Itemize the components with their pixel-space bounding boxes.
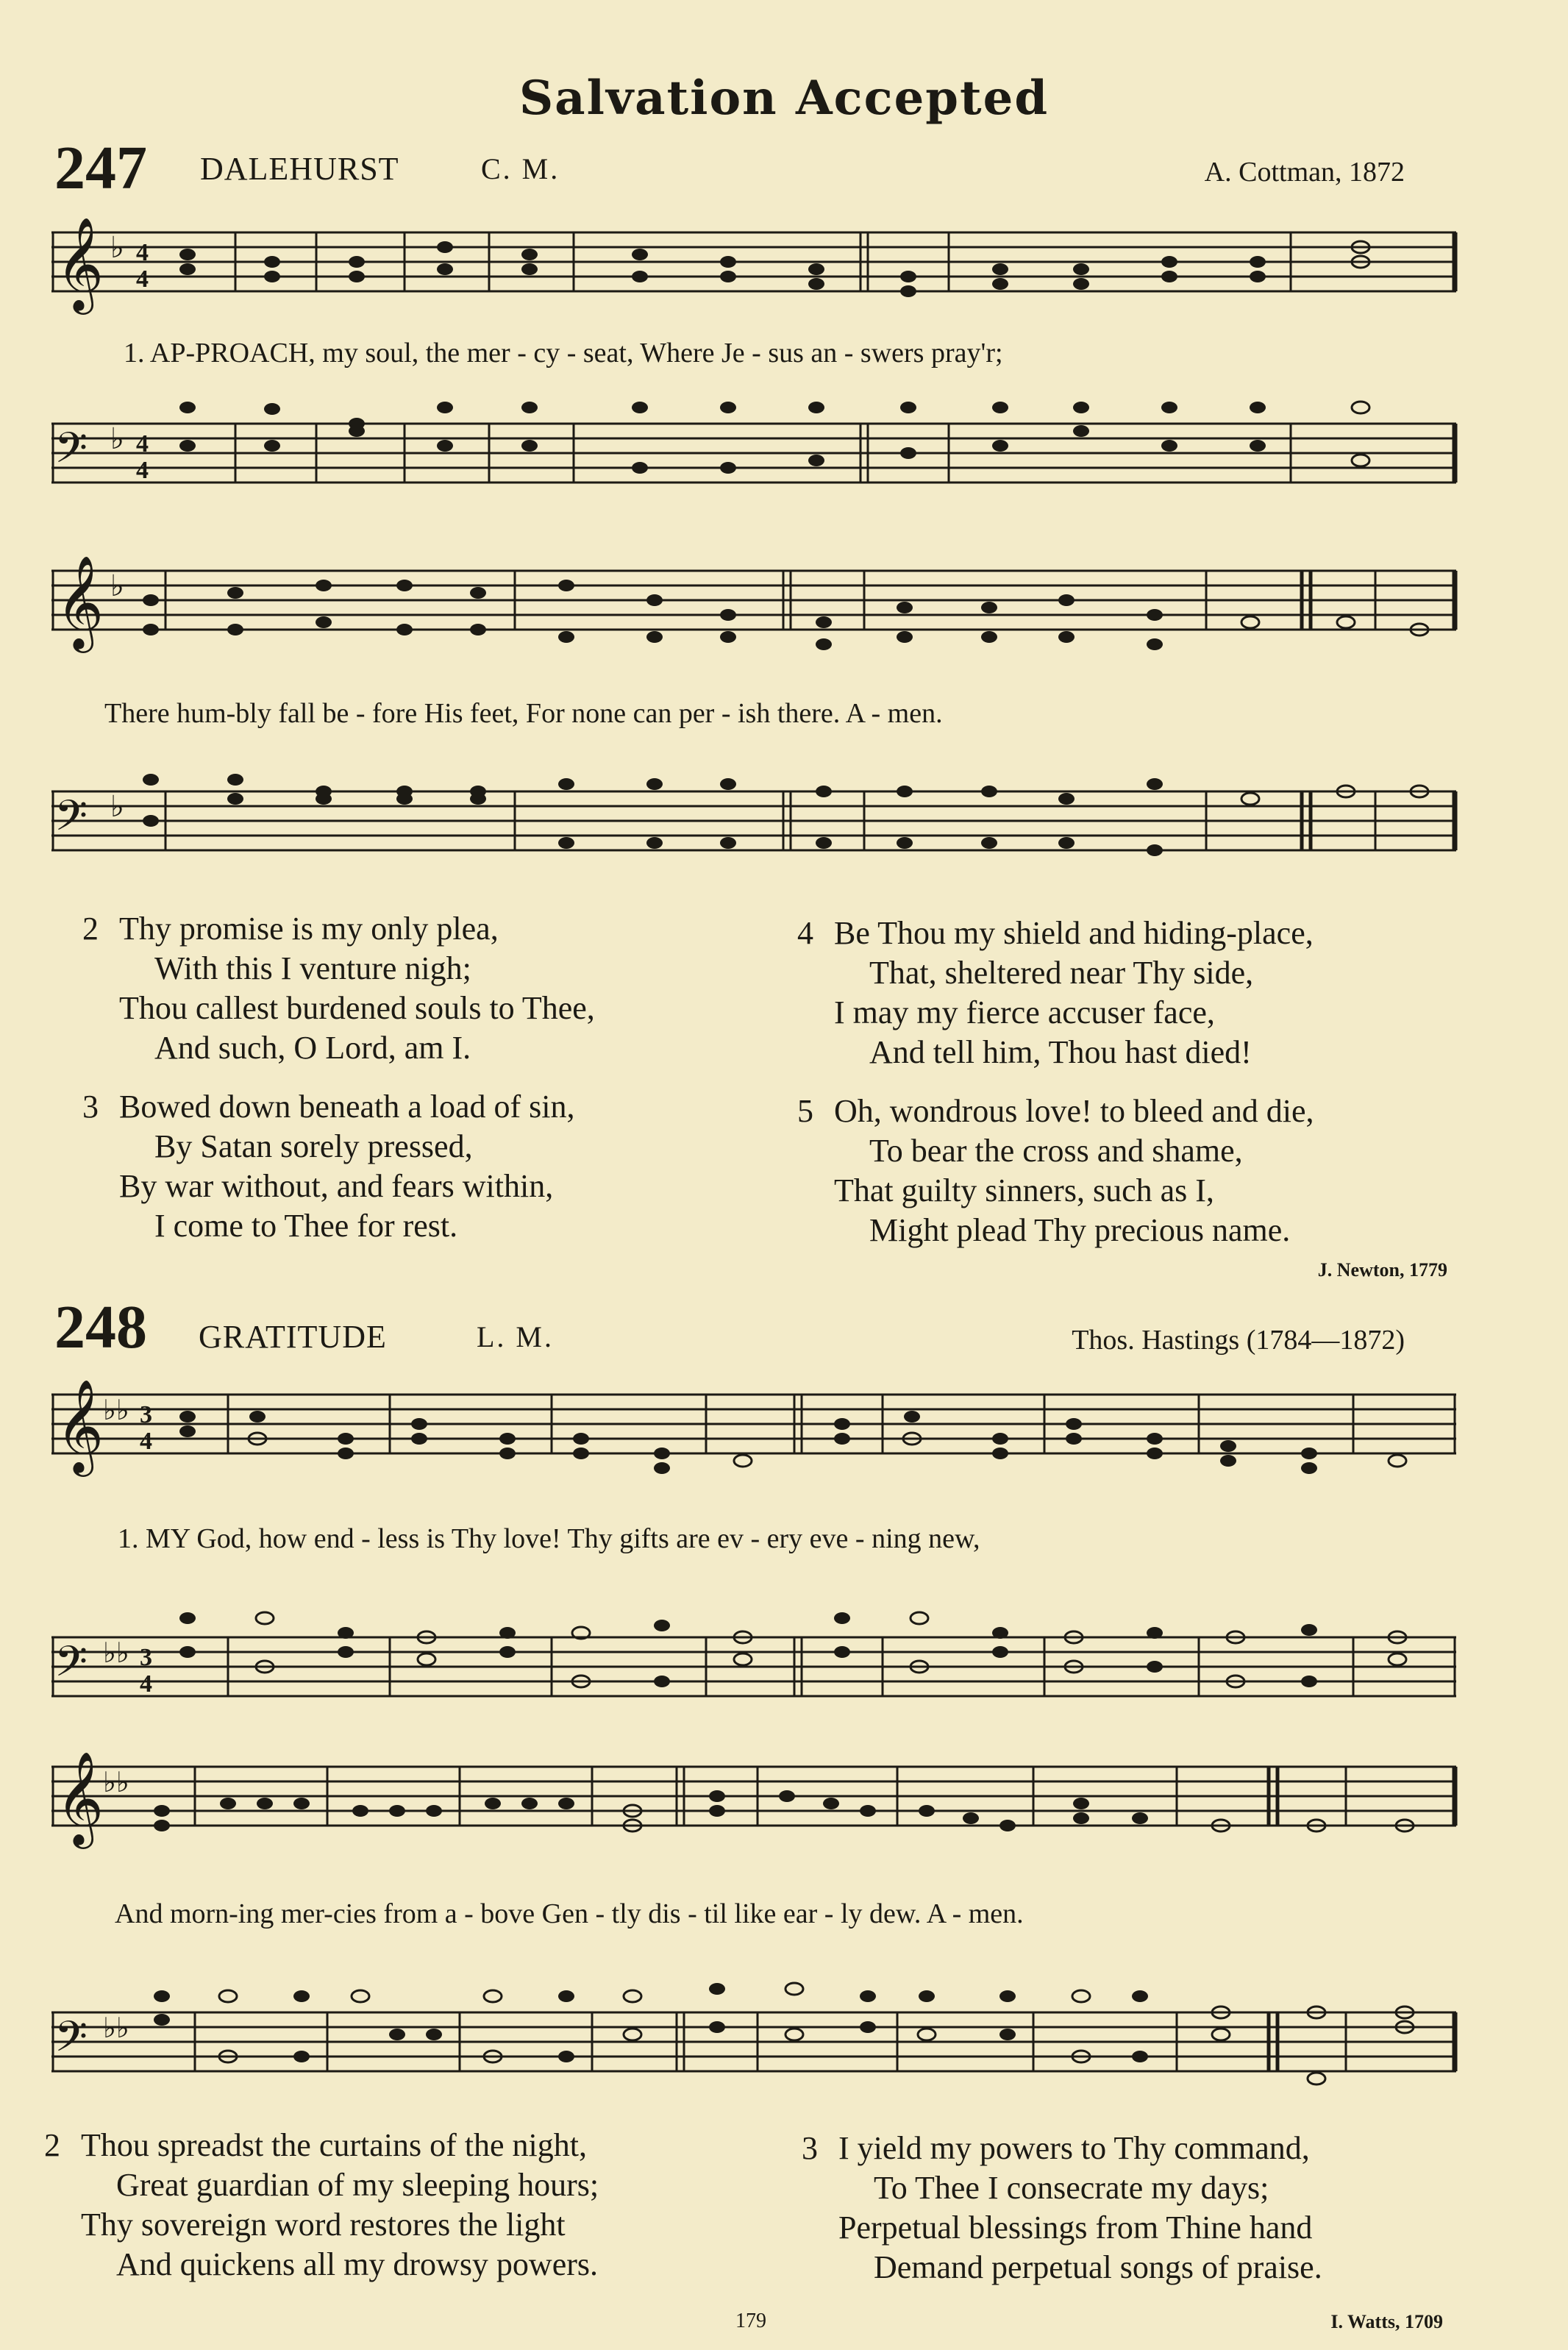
svg-text:𝄞: 𝄞 [56, 1378, 104, 1473]
stanza-number: 5 [797, 1093, 813, 1129]
svg-text:♭: ♭ [110, 569, 124, 603]
page-number: 179 [735, 2310, 766, 2332]
stanza-line: Oh, wondrous love! to bleed and die, [834, 1093, 1314, 1129]
svg-text:𝄞: 𝄞 [56, 216, 104, 310]
meter: L. M. [477, 1320, 554, 1353]
stanza-line: I come to Thee for rest. [154, 1208, 458, 1244]
svg-text:𝄢: 𝄢 [54, 791, 88, 851]
svg-text:3: 3 [140, 1401, 152, 1428]
stanza [802, 2129, 1322, 2287]
stanza-number: 3 [802, 2130, 818, 2166]
stanza-number: 2 [44, 2127, 60, 2163]
tune-name: GRATITUDE [199, 1319, 387, 1355]
stanza-line: By Satan sorely pressed, [154, 1128, 473, 1164]
hymn-number: 247 [54, 134, 147, 202]
stanza-line: Thy sovereign word restores the light [81, 2207, 566, 2243]
stanza [82, 909, 595, 1068]
svg-text:4: 4 [140, 1428, 152, 1455]
stanza-line: Demand perpetual songs of praise. [874, 2249, 1322, 2285]
svg-text:♭: ♭ [110, 789, 124, 824]
lyrics-line: 1. MY God, how end - less is Thy love! Thy gifts are ev - ery eve - ning new, [118, 1523, 980, 1554]
author-credit: I. Watts, 1709 [1330, 2311, 1443, 2332]
music-staff-treble [51, 216, 1464, 316]
tune-name: DALEHURST [200, 151, 399, 187]
svg-text:4: 4 [136, 266, 149, 293]
composer-credit: Thos. Hastings (1784—1872) [1072, 1325, 1405, 1356]
stanza-number: 3 [82, 1089, 99, 1125]
stanza-line: Thou spreadst the curtains of the night, [81, 2127, 587, 2163]
music-staff-treble [51, 555, 1464, 655]
music-staff-bass [51, 1626, 1464, 1721]
stanza-line: And tell him, Thou hast died! [869, 1034, 1252, 1070]
stanza-line: To Thee I consecrate my days; [874, 2170, 1269, 2206]
music-staff-treble [51, 1378, 1464, 1478]
meter: C. M. [481, 152, 560, 185]
stanza-line: And such, O Lord, am I. [154, 1030, 471, 1066]
stanza-line: Great guardian of my sleeping hours; [116, 2167, 599, 2203]
svg-text:♭: ♭ [110, 421, 124, 456]
stanza [797, 914, 1314, 1072]
svg-text:𝄢: 𝄢 [54, 423, 88, 483]
section-title: Salvation Accepted [518, 71, 1050, 126]
stanza [797, 1092, 1314, 1250]
svg-text:3: 3 [140, 1644, 152, 1671]
stanza-line: To bear the cross and shame, [869, 1133, 1243, 1169]
stanza-line: Be Thou my shield and hiding-place, [834, 915, 1314, 951]
music-staff-bass [51, 412, 1464, 508]
stanza-line: Might plead Thy precious name. [869, 1212, 1291, 1248]
stanza-line: Thy promise is my only plea, [119, 911, 499, 947]
stanza-line: I may my fierce accuser face, [834, 994, 1215, 1030]
svg-text:4: 4 [136, 430, 149, 457]
music-staff-treble [51, 1751, 1464, 1851]
svg-text:4: 4 [140, 1670, 152, 1698]
svg-text:4: 4 [136, 457, 149, 484]
lyrics-line: 1. AP-PROACH, my soul, the mer - cy - seat, Where Je - sus an - swers pray'r; [124, 338, 1003, 368]
stanza-line: Perpetual blessings from Thine hand [838, 2210, 1313, 2246]
stanza-line: By war without, and fears within, [119, 1168, 554, 1204]
stanza-line: That guilty sinners, such as I, [834, 1172, 1214, 1208]
svg-text:𝄢: 𝄢 [54, 1637, 88, 1697]
composer-credit: A. Cottman, 1872 [1204, 157, 1405, 188]
stanza-line: With this I venture nigh; [154, 950, 471, 986]
svg-text:♭♭: ♭♭ [103, 1765, 129, 1798]
music-staff-bass [51, 780, 1464, 875]
stanza-line: Thou callest burdened souls to Thee, [119, 990, 595, 1026]
svg-text:𝄢: 𝄢 [54, 2012, 88, 2072]
lyrics-line: And morn-ing mer-cies from a - bove Gen - tly dis - til like ear - ly dew. A - men. [115, 1898, 1024, 1929]
stanza-line: Bowed down beneath a load of sin, [119, 1089, 575, 1125]
hymn-number: 248 [54, 1293, 147, 1361]
stanza [44, 2126, 599, 2285]
author-credit: J. Newton, 1779 [1317, 1259, 1447, 1281]
svg-text:♭♭: ♭♭ [103, 1393, 129, 1426]
svg-text:♭♭: ♭♭ [103, 2011, 129, 2044]
music-staff-bass [51, 2001, 1464, 2096]
stanza-line: That, sheltered near Thy side, [869, 955, 1254, 991]
svg-text:4: 4 [136, 239, 149, 266]
svg-text:𝄞: 𝄞 [56, 555, 104, 649]
stanza-number: 4 [797, 915, 813, 951]
stanza-line: I yield my powers to Thy command, [838, 2130, 1310, 2166]
stanza-line: And quickens all my drowsy powers. [116, 2246, 599, 2282]
stanza [82, 1087, 575, 1246]
stanza-number: 2 [82, 911, 99, 947]
svg-text:♭♭: ♭♭ [103, 1636, 129, 1669]
svg-text:♭: ♭ [110, 230, 124, 265]
lyrics-line: There hum-bly fall be - fore His feet, For none can per - ish there. A - men. [104, 698, 943, 729]
svg-text:𝄞: 𝄞 [56, 1751, 104, 1845]
